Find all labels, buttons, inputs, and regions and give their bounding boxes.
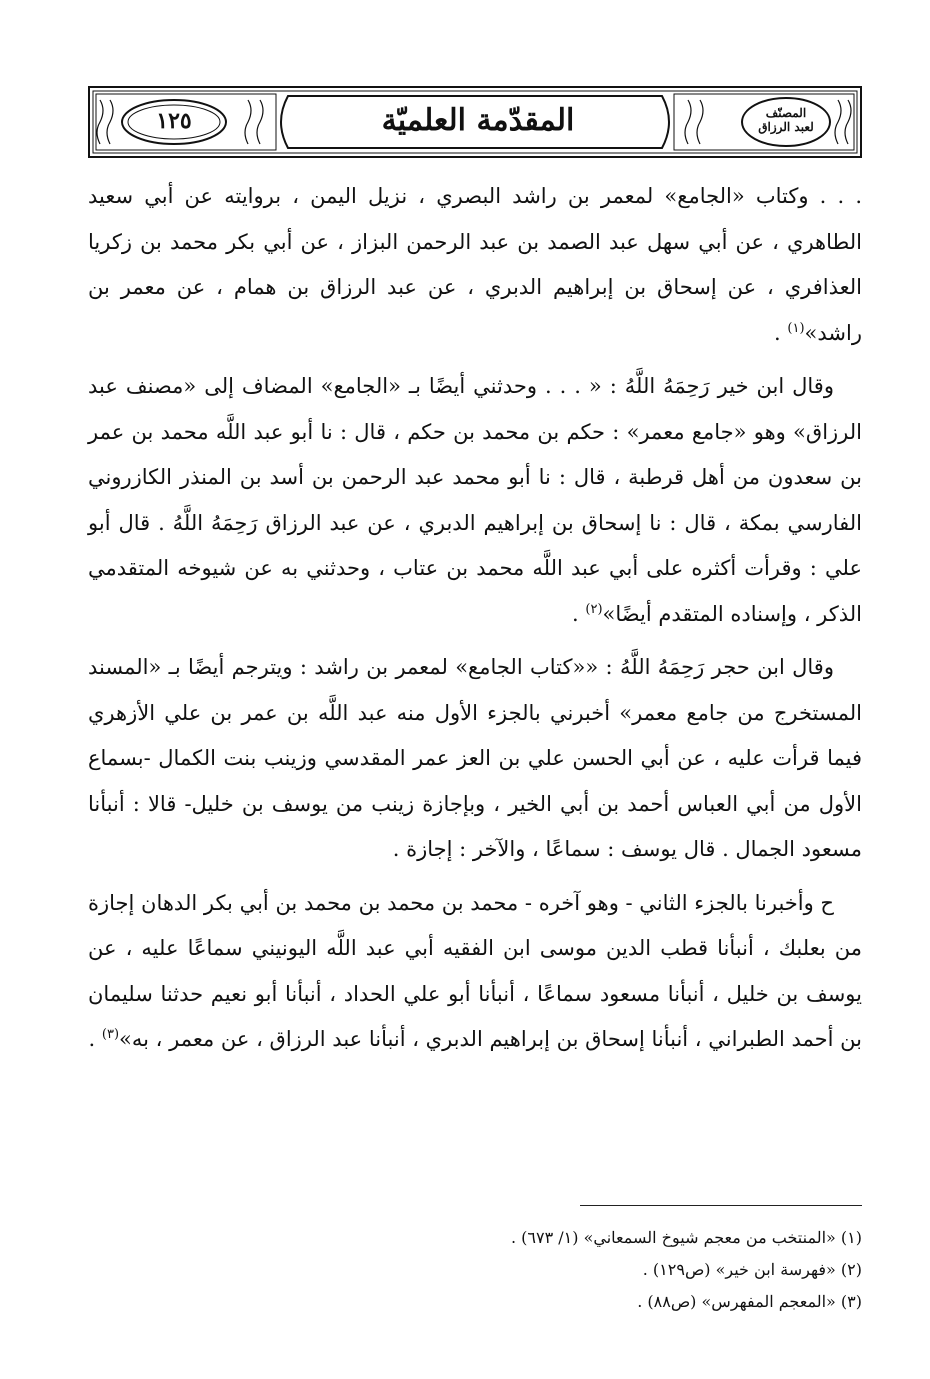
footnote-ref-3[interactable]: (٣)	[101, 1027, 120, 1042]
footnotes	[88, 1222, 862, 1318]
footnote-separator	[580, 1205, 862, 1206]
footnote-3: (٣) «المعجم المفهرس» (ص٨٨) .	[637, 1292, 862, 1311]
paragraph-tail: .	[88, 1027, 102, 1051]
footnote-2: (٢) «فهرسة ابن خير» (ص١٢٩) .	[642, 1260, 862, 1279]
book-logo	[748, 102, 824, 142]
paragraph-3	[88, 645, 862, 873]
page-number: ١٢٥	[156, 108, 192, 134]
page-header	[88, 86, 862, 158]
paragraph-4	[88, 881, 862, 1063]
paragraph-2	[88, 364, 862, 637]
logo-line-2: لعبد الرزاق	[758, 120, 814, 134]
page-title: المقدّمة العلميّة	[381, 103, 575, 138]
paragraph-text: . . . وكتاب «الجامع» لمعمر بن راشد البصري ، نزيل اليمن ، بروايته عن أبي سعيد الطاهري ، عن أبي سهل عبد الصمد بن عبد الرحمن البزاز ، عن أبي بكر محمد بن زكريا العذافري ، عن إسحاق بن إبراهيم الدبري ، عن عبد الرزاق بن همام ، عن معمر بن راشد»	[88, 184, 862, 345]
paragraph-text: وقال ابن خير رَحِمَهُ اللَّهُ : « . . . وحدثني أيضًا بـ «الجامع» المضاف إلى «مصنف عبد الرزاق» وهو «جامع معمر» : حكم بن محمد بن حكم ، قال : نا أبو عبد اللَّه محمد بن عمر بن سعدون من أهل قرطبة ، قال : نا أبو محمد عبد الرحمن بن أسد بن المنذر الكازروني الفارسي بمكة ، قال : نا إسحاق بن إبراهيم الدبري ، عن عبد الرزاق رَحِمَهُ اللَّهُ . قال أبو علي : وقرأت أكثره على أبي عبد اللَّه محمد بن عتاب ، وحدثني به عن شيوخه المتقدمي الذكر ، وإسناده المتقدم أيضًا»	[88, 374, 862, 626]
footnote-ref-2[interactable]: (٢)	[585, 601, 603, 617]
footnote-ref-1[interactable]: (١)	[787, 320, 805, 336]
paragraph-text: ح وأخبرنا بالجزء الثاني - وهو آخره - محمد بن محمد بن محمد بن أبي بكر الدهان إجازة من بعلبك ، أنبأنا قطب الدين موسى ابن الفقيه أبي عبد اللَّه اليونيني سماعًا عليه ، عن يوسف بن خليل ، أنبأنا مسعود سماعًا ، أنبأنا أبو علي الحداد ، أنبأنا أبو نعيم حدثنا سليمان بن أحمد الطبراني ، أنبأنا إسحاق بن إبراهيم الدبري ، أنبأنا عبد الرزاق ، عن معمر ، به»	[88, 890, 862, 1051]
paragraph-tail: .	[572, 601, 586, 626]
paragraph-text: وقال ابن حجر رَحِمَهُ اللَّهُ : ««كتاب الجامع» لمعمر بن راشد : ويترجم أيضًا بـ «المسند المستخرج من جامع معمر» أخبرني بالجزء الأول منه عبد اللَّه بن عمر بن علي الأزهري فيما قرأت عليه ، عن أبي الحسن علي بن العز عمر المقدسي وزينب بنت الكمال -بسماع الأول من أبي العباس أحمد بن أبي الخير ، وبإجازة زينب من يوسف بن خليل- قالا : أنبأنا مسعود الجمال . قال يوسف : سماعًا ، والآخر : إجازة .	[88, 655, 862, 861]
paragraph-tail: .	[774, 320, 788, 345]
body-text	[88, 174, 862, 1071]
paragraph-1	[88, 174, 862, 356]
logo-line-1: المصنّف	[765, 106, 807, 120]
footnote-1: (١) «المنتخب من معجم شيوخ السمعاني» (١/ ٦٧٣) .	[510, 1228, 862, 1247]
